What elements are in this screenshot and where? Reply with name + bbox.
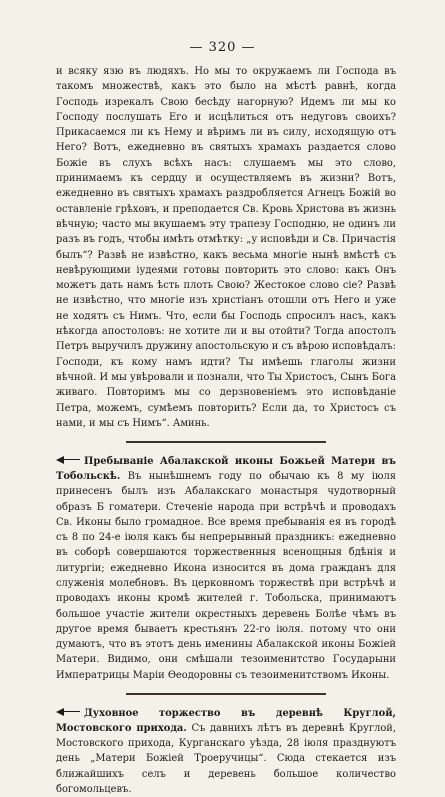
section-abalak: [56, 454, 396, 683]
section-title-abalak: Пребываніе Абалакской иконы Божьей Матери въ Тобольскѣ.: [56, 455, 396, 482]
intro-paragraph: и всяку язю въ людяхъ. Но мы то окружаемъ ли Господа въ такомъ множествѣ, какъ это было на мѣстѣ равнѣ, когда Господь изрекалъ Свою бесѣду нагорную? Идемъ ли мы ко Господу послушать Его и исцѣлиться отъ недуговъ своихъ? Прикасаемся ли къ Нему и вѣримъ ли въ силу, исходящую отъ Него? Вотъ, ежедневно въ святыхъ храмахъ раздается слово Божіе въ слухъ всѣхъ насъ: слушаемъ мы это слово, принимаемъ къ сердцу и осуществляемъ въ жизни? Вотъ, ежедневно въ святыхъ храмахъ раздробляется Агнецъ Божій во оставленіе грѣховъ, и преподается Св. Кровь Христова въ жизнь вѣчную; часто мы вкушаемъ эту трапезу Господню, не одинъ ли разъ въ годъ, чтобы имѣть отмѣтку: „у исповѣди и Св. Причастія былъ“? Развѣ не извѣстно, какъ весьма многіе нынѣ вмѣстѣ съ невѣрующими іудеями готовы повторить это слово: какъ Онъ можетъ дать намъ ѣсть плоть Свою? Жестокое слово сіе? Развѣ не извѣстно, что многіе изъ христіанъ отошли отъ Него и уже не ходятъ съ Нимъ. Что, если бы Господь спросилъ насъ, какъ нѣкогда апостоловъ: не хотите ли и вы отойти? Тогда апостолъ Петръ выручилъ дружину апостольскую и съ вѣрою исповѣдалъ: Господи, къ кому намъ идти? Ты имѣешь глаголы жизни вѣчной. И мы увѣровали и познали, что Ты Христосъ, Сынъ Бога живаго. Повторимъ мы со дерзновеніемъ это исповѣданіе Петра, можемъ, сумѣемъ повторить? Если да, то Христосъ съ нами, и мы съ Нимъ“. Аминь.: [56, 66, 396, 429]
pointer-arrow-icon: [56, 456, 80, 464]
section-kruglaya: [56, 706, 396, 797]
section-divider: [126, 693, 326, 695]
section-body-abalak: Въ нынѣшнемъ году по обычаю къ 8 му іюля принесенъ былъ изъ Абалакскаго монастыря чудотворный образъ Б гоматери. Стеченіе народа при встрѣчѣ и проводахъ Св. Иконы было громадное. Все время пребыванія ея въ городѣ съ 8 по 24-е іюля какъ бы непрерывный праздникъ: ежедневно въ соборѣ совершаются торжественныя всенощныя бдѣнія и литургіи; ежедневно Икона износится въ дома гражданъ для служенія молебновъ. Въ церковномъ торжествѣ при встрѣчѣ и проводахъ иконы кромѣ жителей г. Тобольска, принимаютъ большое участіе жители окрестныхъ деревень Болѣе чѣмъ въ другое время бываетъ крестьянъ 22-го іюля. потому что они думаютъ, что въ этотъ день именины Абалакской иконы Божіей Матери. Видимо, они смѣшали тезоименитство Государыни Императрицы Маріи Өеодоровны съ тезоименитствомъ Иконы.: [56, 470, 397, 681]
section-body-kruglaya: Съ давнихъ лѣтъ въ деревнѣ Круглой, Мостовского прихода, Курганскаго уѣзда, 28 іюля празднуютъ день „Матери Божіей Троеручицы“. Сюда стекается изъ ближайшихъ селъ и деревень большое количество богомольцевъ.: [56, 722, 397, 796]
page-content: [56, 64, 396, 797]
section-title-kruglaya: Духовное торжество въ деревнѣ Круглой, Мостовского прихода.: [56, 707, 396, 734]
section-divider: [126, 441, 326, 443]
pointer-arrow-icon: [56, 708, 80, 716]
page-number: — 320 —: [189, 40, 256, 55]
